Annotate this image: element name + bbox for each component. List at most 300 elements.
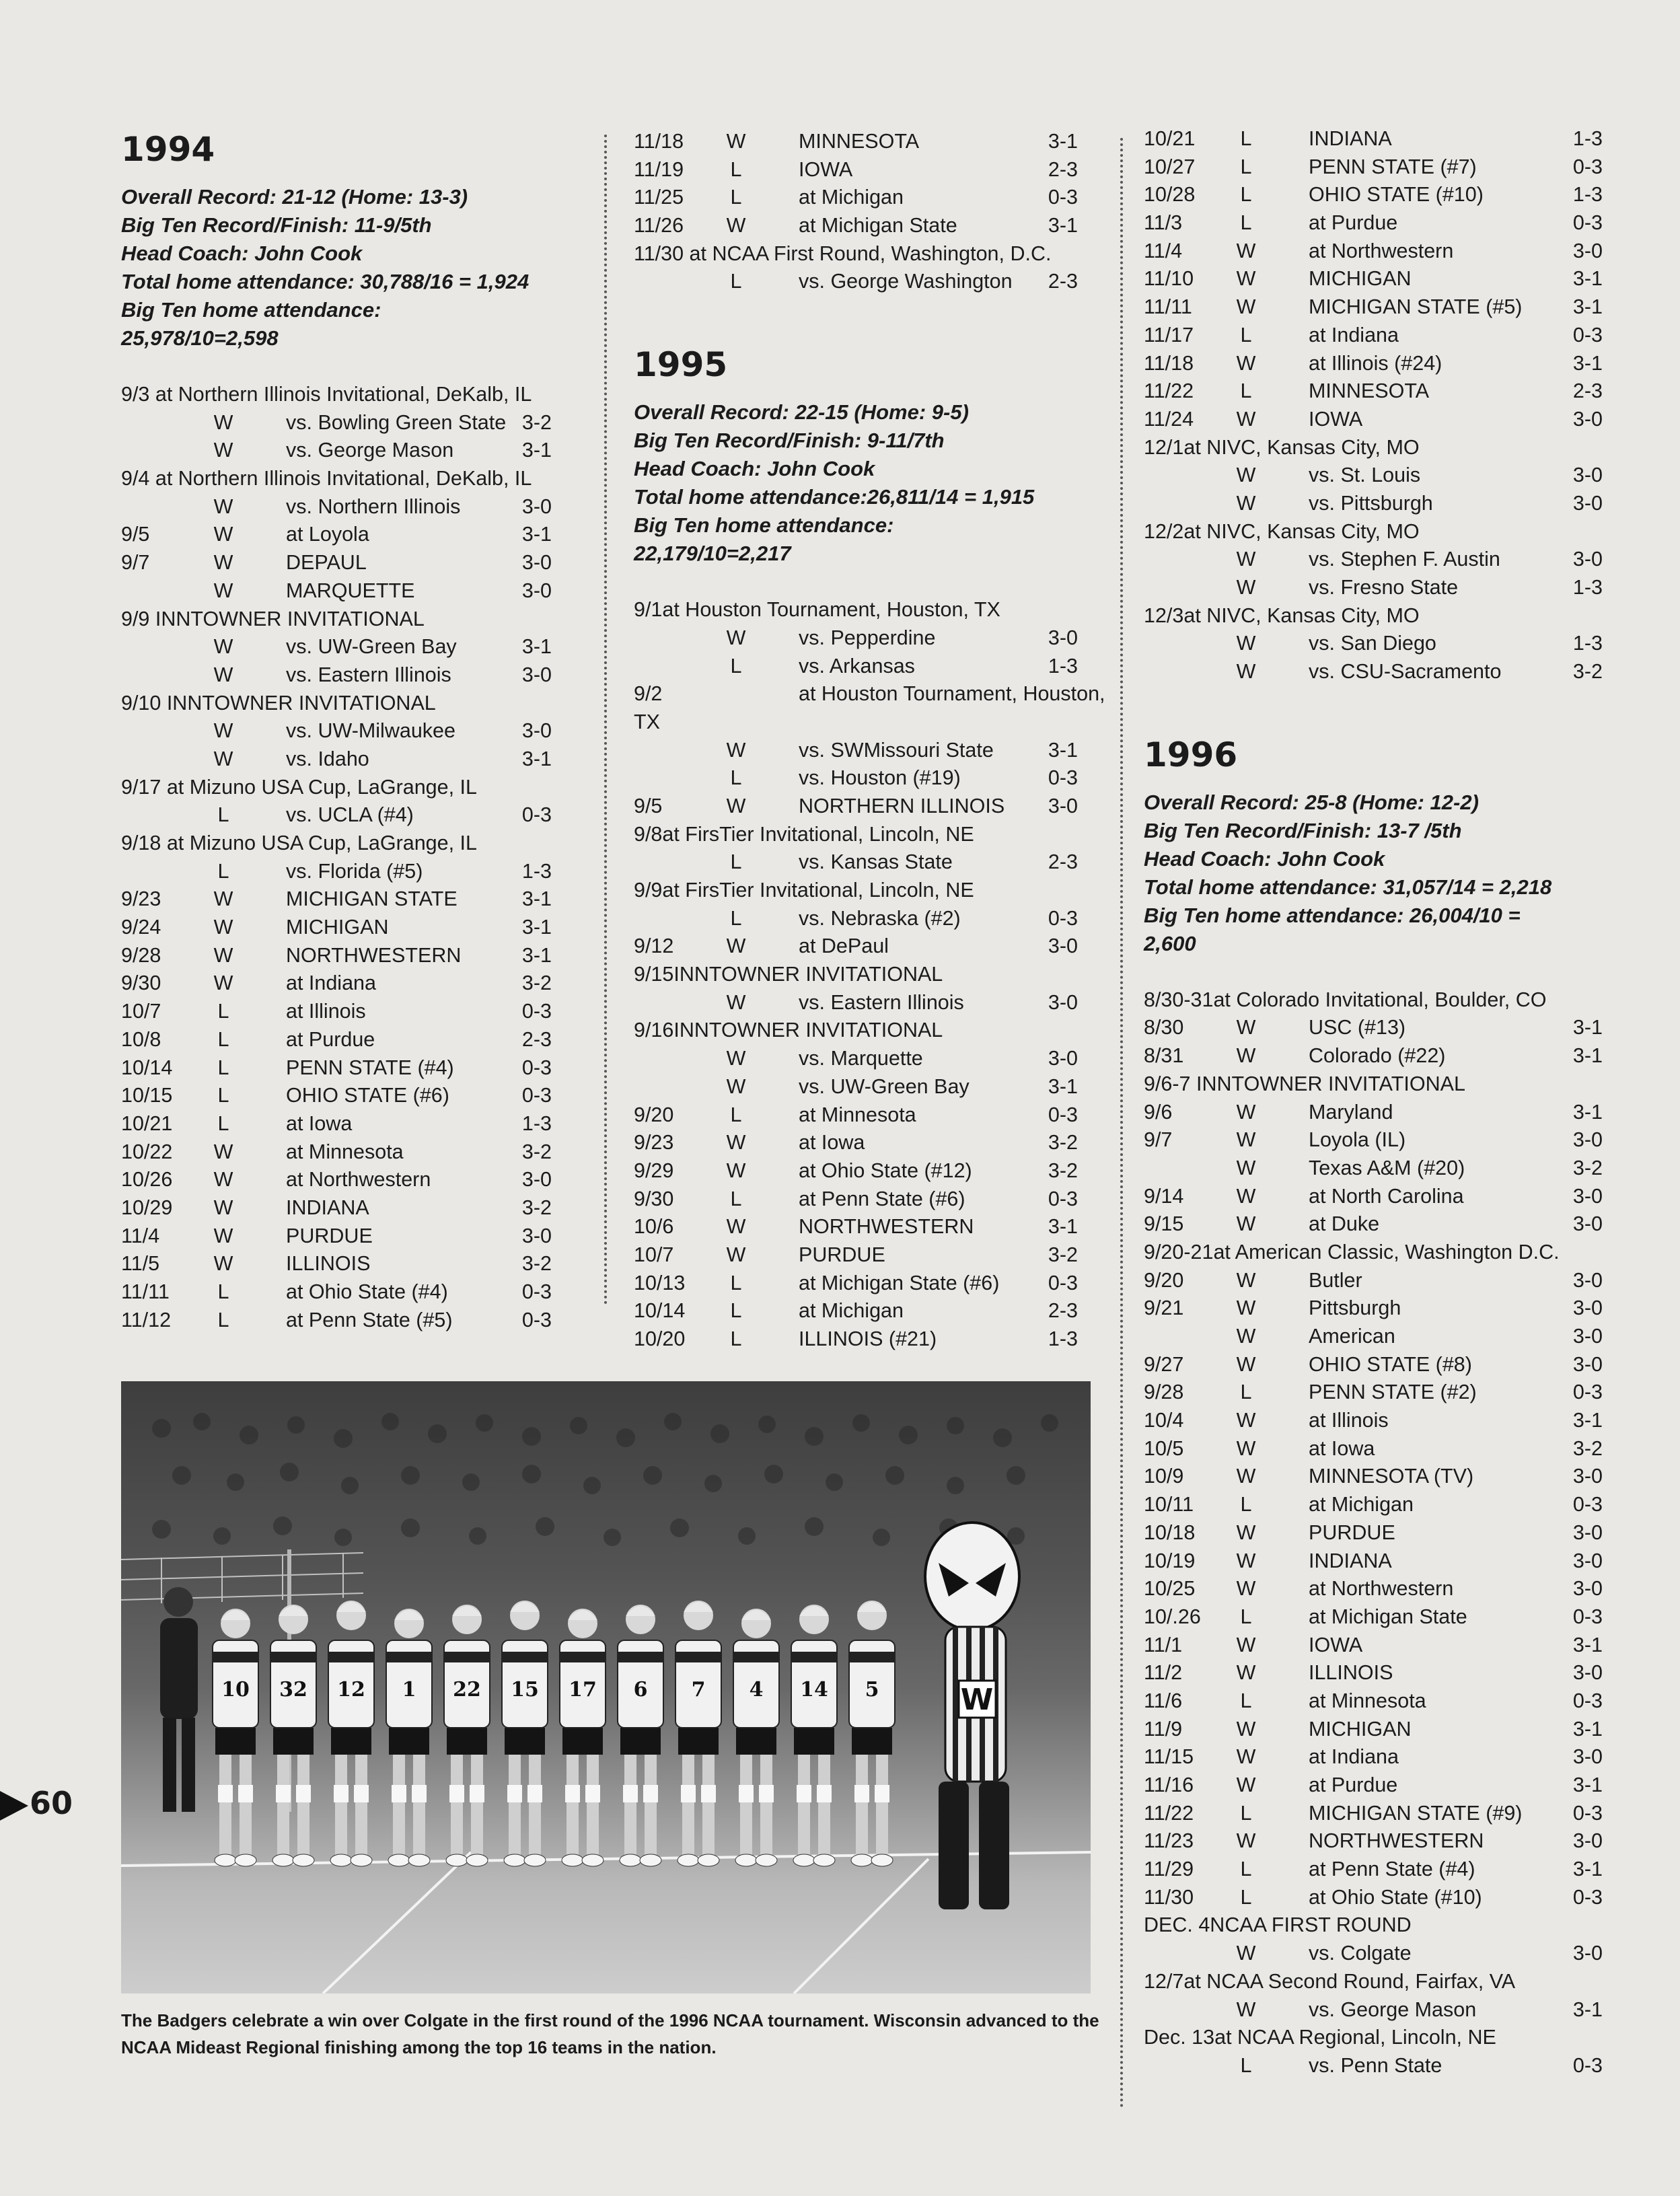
match-result: L: [1240, 323, 1252, 346]
schedule-row: [1144, 1014, 1603, 1042]
match-date: 11/22: [1144, 379, 1194, 403]
match-opponent: OHIO STATE (#10): [1309, 183, 1484, 207]
match-date: 9/27: [1144, 1352, 1184, 1376]
match-date: 11/10: [1144, 267, 1194, 291]
match-opponent: at Northwestern: [1309, 239, 1454, 262]
schedule-row: [1144, 1856, 1603, 1884]
match-score: 1-3: [1572, 183, 1603, 207]
event-header-text: 9/4 at Northern Illinois Invitational, DeKalb, IL: [121, 467, 532, 490]
match-date: 10/29: [121, 1196, 173, 1219]
match-opponent: at Michigan: [799, 186, 904, 209]
match-opponent: at Iowa: [286, 1111, 353, 1135]
big-ten-attendance-label: Big Ten home attendance:: [121, 298, 381, 322]
match-result: L: [730, 1299, 742, 1323]
schedule-event-header: [121, 606, 552, 634]
match-result: W: [213, 1140, 233, 1163]
match-opponent: PENN STATE (#2): [1309, 1381, 1477, 1404]
match-opponent: vs. Fresno State: [1309, 576, 1459, 599]
match-date: 9/23: [121, 887, 161, 911]
event-header-text: 9/20-21at American Classic, Washington D.C.: [1144, 1240, 1560, 1264]
match-result: W: [213, 719, 233, 743]
match-opponent: at Penn State (#4): [1309, 1858, 1475, 1881]
match-date: 10/4: [1144, 1409, 1184, 1432]
schedule-row: [121, 914, 552, 942]
match-date: 9/7: [121, 551, 150, 575]
schedule-row: [634, 1157, 1078, 1185]
match-opponent: vs. Nebraska (#2): [799, 906, 961, 930]
season-1994-summary: [121, 183, 552, 353]
overall-record: Overall Record: 21-12 (Home: 13-3): [121, 185, 468, 209]
match-score: 3-0: [521, 663, 552, 686]
schedule-row: [1144, 1267, 1603, 1295]
schedule-row: [121, 1082, 552, 1110]
players: [213, 1601, 895, 1866]
photo-caption: The Badgers celebrate a win over Colgate in the first round of the 1996 NCAA tournament. Wisconsin advanced to the NCAA Mideast Regional finishing among the top 16 teams in the nation.: [121, 2010, 1099, 2057]
match-opponent: at Iowa: [1309, 1436, 1375, 1460]
match-date: 10/25: [1144, 1577, 1196, 1601]
event-header-text: TX: [634, 710, 660, 733]
match-opponent: vs. Eastern Illinois: [286, 663, 451, 686]
match-result: W: [213, 663, 233, 686]
match-score: 3-1: [1572, 1100, 1603, 1124]
match-result: W: [213, 747, 233, 770]
match-score: 2-3: [1572, 379, 1603, 403]
event-header-text: 9/1at Houston Tournament, Houston, TX: [634, 598, 1000, 622]
match-score: 0-3: [1048, 186, 1078, 209]
match-opponent: USC (#13): [1309, 1016, 1406, 1039]
schedule-row: [1144, 1491, 1603, 1519]
match-result: W: [726, 990, 746, 1014]
match-score: 3-1: [521, 887, 552, 911]
schedule-row: [121, 577, 552, 606]
season-1996-summary: [1144, 789, 1603, 958]
schedule-event-header: [634, 708, 1078, 737]
schedule-row: [1144, 1687, 1603, 1716]
match-date: 11/4: [1144, 239, 1183, 262]
head-coach: Head Coach: John Cook: [634, 457, 875, 481]
match-date: 11/29: [1144, 1858, 1194, 1881]
match-result: L: [217, 1308, 229, 1331]
match-date: 9/28: [1144, 1381, 1184, 1404]
match-opponent: at Northwestern: [286, 1168, 431, 1192]
schedule-row: [1144, 1800, 1603, 1828]
match-result: W: [213, 1168, 233, 1192]
schedule-row: [634, 932, 1078, 961]
match-date: 9/30: [121, 972, 161, 995]
match-result: L: [217, 1084, 229, 1107]
schedule-row: [1144, 181, 1603, 209]
column-divider: [604, 135, 607, 1305]
match-date: 10/11: [1144, 1493, 1194, 1516]
schedule-row: [634, 1297, 1078, 1325]
schedule-event-header: [1144, 1070, 1603, 1099]
schedule-row: [121, 1054, 552, 1083]
match-result: W: [213, 551, 233, 575]
player-figure: [328, 1601, 374, 1866]
match-result: W: [1236, 1661, 1256, 1685]
schedule-row: [1144, 1042, 1603, 1070]
match-score: 0-3: [1572, 1381, 1603, 1404]
team-celebration-photo: [121, 1381, 1091, 1993]
match-score: 0-3: [521, 1056, 552, 1079]
match-date: 11/23: [1144, 1829, 1194, 1853]
match-score: 0-3: [1572, 155, 1603, 178]
big-ten-attendance-value: 25,978/10=2,598: [121, 326, 279, 350]
match-date: 8/30: [1144, 1016, 1184, 1039]
match-result: W: [1236, 239, 1256, 262]
match-result: L: [1240, 1493, 1252, 1516]
match-date: 10/6: [634, 1215, 674, 1239]
match-score: 0-3: [1572, 1885, 1603, 1909]
match-score: 1-3: [1572, 127, 1603, 150]
match-date: 9/30: [634, 1187, 674, 1210]
match-date: 10/14: [121, 1056, 173, 1079]
match-result: W: [726, 1131, 746, 1155]
schedule-row: [1144, 1575, 1603, 1603]
match-opponent: vs. Houston (#19): [799, 766, 961, 790]
match-result: L: [217, 1056, 229, 1079]
match-result: W: [1236, 1521, 1256, 1544]
schedule-row: [1144, 153, 1603, 182]
schedule-row: [121, 885, 552, 914]
schedule-row: [121, 745, 552, 774]
schedule-1996: [1144, 986, 1603, 2080]
match-opponent: vs. Bowling Green State: [286, 410, 507, 434]
match-date: 9/6: [1144, 1100, 1173, 1124]
match-opponent: ILLINOIS: [286, 1252, 371, 1276]
match-opponent: vs. Eastern Illinois: [799, 990, 964, 1014]
schedule-row: [121, 661, 552, 690]
match-date: 10/8: [121, 1027, 161, 1051]
match-date: 11/15: [1144, 1745, 1194, 1769]
match-result: W: [726, 214, 746, 237]
match-score: 3-2: [1048, 1131, 1078, 1155]
schedule-row: [121, 493, 552, 521]
match-date: 11/18: [634, 130, 684, 153]
schedule-1994-continued: [634, 128, 1078, 296]
schedule-row: [634, 764, 1078, 793]
match-opponent: at Indiana: [286, 972, 376, 995]
match-result: L: [217, 1280, 229, 1303]
match-opponent: at Michigan: [799, 1299, 904, 1323]
match-opponent: vs. Colgate: [1309, 1942, 1412, 1965]
match-date: 11/24: [1144, 407, 1194, 431]
match-result: L: [1240, 1801, 1252, 1825]
match-opponent: PENN STATE (#7): [1309, 155, 1477, 178]
schedule-event-header: [121, 774, 552, 802]
match-date: 10/22: [121, 1140, 173, 1163]
match-score: 3-0: [1048, 990, 1078, 1014]
player-figure: [618, 1605, 663, 1866]
match-score: 3-1: [1048, 1074, 1078, 1098]
match-score: 2-3: [521, 1027, 552, 1051]
match-date: 11/22: [1144, 1801, 1194, 1825]
match-score: 3-0: [1572, 1465, 1603, 1488]
schedule-row: [1144, 1126, 1603, 1155]
player-figure: [675, 1601, 721, 1866]
match-result: W: [726, 738, 746, 762]
match-opponent: Colorado (#22): [1309, 1044, 1446, 1068]
match-opponent: at Iowa: [799, 1131, 865, 1155]
schedule-event-header: [634, 596, 1078, 624]
match-opponent: vs. San Diego: [1309, 632, 1436, 655]
match-result: W: [213, 887, 233, 911]
match-date: 10/19: [1144, 1549, 1196, 1572]
schedule-row: [1144, 209, 1603, 237]
match-opponent: MICHIGAN: [1309, 267, 1412, 291]
match-result: W: [726, 1159, 746, 1182]
event-header-text: 9/16INNTOWNER INVITATIONAL: [634, 1019, 943, 1042]
match-result: W: [1236, 1016, 1256, 1039]
schedule-row: [1144, 1323, 1603, 1351]
player-figure: [270, 1605, 316, 1866]
match-result: L: [730, 1103, 742, 1126]
match-score: 3-2: [521, 1196, 552, 1219]
match-date: 10/7: [634, 1243, 674, 1266]
match-opponent: at Northwestern: [1309, 1577, 1454, 1601]
schedule-event-header: [634, 240, 1078, 268]
schedule-row: [634, 1241, 1078, 1270]
match-score: 3-2: [521, 1140, 552, 1163]
crowd: [152, 1413, 1058, 1546]
match-score: 3-1: [521, 439, 552, 462]
event-header-text: 12/7at NCAA Second Round, Fairfax, VA: [1144, 1969, 1516, 1993]
match-score: 1-3: [1048, 1327, 1078, 1350]
page-number-text: 60: [30, 1785, 73, 1821]
match-result: W: [1236, 1465, 1256, 1488]
match-opponent: IOWA: [1309, 1633, 1363, 1656]
schedule-row: [1144, 322, 1603, 350]
match-score: 0-3: [1572, 1689, 1603, 1712]
match-date: 11/11: [1144, 295, 1192, 319]
match-score: 1-3: [1048, 654, 1078, 678]
match-result: W: [726, 935, 746, 958]
match-score: 3-0: [521, 719, 552, 743]
match-date: 10/20: [634, 1327, 686, 1350]
match-opponent: at Michigan State: [799, 214, 957, 237]
match-result: L: [1240, 211, 1252, 235]
match-date: 11/3: [1144, 211, 1183, 235]
schedule-row: [121, 1194, 552, 1222]
match-date: 11/25: [634, 186, 684, 209]
schedule-row: [1144, 1351, 1603, 1379]
schedule-row: [634, 1073, 1078, 1101]
match-score: 3-0: [1572, 1296, 1603, 1320]
match-score: 3-1: [1572, 1998, 1603, 2021]
match-opponent: PENN STATE (#4): [286, 1056, 454, 1079]
schedule-row: [1144, 1547, 1603, 1576]
match-result: L: [1240, 1381, 1252, 1404]
match-opponent: PURDUE: [286, 1224, 373, 1247]
match-score: 2-3: [1048, 850, 1078, 874]
match-opponent: INDIANA: [286, 1196, 369, 1219]
match-date: 10/7: [121, 1000, 161, 1023]
match-opponent: MINNESOTA: [799, 130, 920, 153]
match-result: L: [1240, 1885, 1252, 1909]
schedule-row: [1144, 1155, 1603, 1183]
schedule-row: [121, 1166, 552, 1194]
schedule-row: [634, 1045, 1078, 1073]
schedule-row: [1144, 377, 1603, 406]
match-score: 3-1: [521, 523, 552, 546]
match-date: 9/20: [1144, 1268, 1184, 1292]
big-ten-attendance-label: Big Ten home attendance: 26,004/10 =: [1144, 903, 1521, 927]
match-result: L: [730, 270, 742, 293]
match-opponent: MINNESOTA (TV): [1309, 1465, 1474, 1488]
match-score: 0-3: [521, 1280, 552, 1303]
schedule-row: [1144, 1659, 1603, 1687]
match-opponent: INDIANA: [1309, 1549, 1392, 1572]
match-score: 0-3: [1048, 1103, 1078, 1126]
coach-figure: [160, 1587, 198, 1812]
match-date: 10/26: [121, 1168, 173, 1192]
match-score: 3-0: [1572, 464, 1603, 487]
match-date: 10/27: [1144, 155, 1196, 178]
head-coach: Head Coach: John Cook: [121, 242, 363, 265]
home-attendance: Total home attendance: 31,057/14 = 2,218: [1144, 875, 1552, 899]
match-result: W: [213, 635, 233, 659]
schedule-row: [121, 549, 552, 577]
match-result: L: [217, 859, 229, 883]
overall-record: Overall Record: 25-8 (Home: 12-2): [1144, 790, 1479, 814]
match-opponent: INDIANA: [1309, 127, 1392, 150]
match-score: 0-3: [1048, 1271, 1078, 1294]
match-score: 3-0: [1572, 407, 1603, 431]
schedule-row: [634, 848, 1078, 877]
match-opponent: vs. UCLA (#4): [286, 803, 414, 827]
big-ten-record: Big Ten Record/Finish: 9-11/7th: [634, 429, 945, 453]
match-score: 3-0: [1572, 1521, 1603, 1544]
match-result: W: [213, 410, 233, 434]
match-result: W: [726, 130, 746, 153]
match-result: W: [1236, 267, 1256, 291]
match-score: 3-1: [1048, 214, 1078, 237]
match-result: L: [730, 654, 742, 678]
match-result: L: [730, 766, 742, 790]
event-header-text: 12/3at NIVC, Kansas City, MO: [1144, 603, 1420, 627]
match-date: 11/11: [121, 1280, 170, 1303]
match-score: 0-3: [1048, 1187, 1078, 1210]
match-score: 3-2: [1048, 1159, 1078, 1182]
match-result: W: [726, 1074, 746, 1098]
match-date: 9/5: [634, 794, 663, 817]
match-date: 9/14: [1144, 1184, 1184, 1208]
mascot-letter: W: [960, 1683, 994, 1717]
match-score: 3-1: [1048, 130, 1078, 153]
match-date: 11/19: [634, 157, 684, 181]
match-result: W: [213, 579, 233, 602]
match-result: W: [1236, 1352, 1256, 1376]
match-score: 3-1: [521, 635, 552, 659]
match-opponent: IOWA: [799, 157, 853, 181]
match-opponent: at Penn State (#6): [799, 1187, 965, 1210]
jersey-number: 32: [279, 1678, 307, 1701]
schedule-row: [121, 1278, 552, 1307]
match-score: 1-3: [1572, 576, 1603, 599]
match-result: W: [1236, 1184, 1256, 1208]
schedule-row: [1144, 1407, 1603, 1435]
schedule-row: [1144, 293, 1603, 322]
match-result: W: [1236, 1829, 1256, 1853]
match-score: 3-0: [1572, 1268, 1603, 1292]
match-date: 9/7: [1144, 1128, 1173, 1152]
match-result: W: [213, 495, 233, 518]
player-figure: [791, 1605, 837, 1866]
match-result: L: [1240, 379, 1252, 403]
match-score: 3-0: [1572, 1128, 1603, 1152]
match-score: 0-3: [1572, 211, 1603, 235]
match-result: W: [213, 972, 233, 995]
page-arrow-icon: [0, 1791, 28, 1821]
match-result: W: [1236, 1409, 1256, 1432]
match-result: L: [217, 1111, 229, 1135]
match-score: 0-3: [1048, 766, 1078, 790]
schedule-row: [121, 1026, 552, 1054]
schedule-row: [1144, 237, 1603, 266]
match-opponent: vs. SWMissouri State: [799, 738, 994, 762]
match-score: 3-0: [521, 551, 552, 575]
jersey-number: 15: [511, 1678, 539, 1701]
match-result: W: [1236, 1436, 1256, 1460]
schedule-row: [1144, 1463, 1603, 1491]
jersey-number: 17: [569, 1678, 597, 1701]
match-opponent: at Penn State (#5): [286, 1308, 453, 1331]
season-1995-year: 1995: [634, 345, 728, 385]
match-opponent: OHIO STATE (#8): [1309, 1352, 1472, 1376]
match-opponent: at Minnesota: [799, 1103, 916, 1126]
schedule-row: [1144, 462, 1603, 490]
schedule-row: [1144, 1183, 1603, 1211]
big-ten-attendance-label: Big Ten home attendance:: [634, 513, 894, 538]
match-score: 3-1: [1572, 1773, 1603, 1796]
match-opponent: vs. George Washington: [799, 270, 1013, 293]
match-result: L: [217, 803, 229, 827]
match-result: W: [1236, 1549, 1256, 1572]
schedule-row: [1144, 546, 1603, 574]
match-date: 10/21: [1144, 127, 1196, 150]
match-score: 0-3: [1572, 1801, 1603, 1825]
match-opponent: vs. George Mason: [1309, 1998, 1477, 2021]
match-opponent: at Illinois: [286, 1000, 366, 1023]
match-opponent: vs. UW-Green Bay: [286, 635, 457, 659]
match-result: W: [726, 1243, 746, 1266]
schedule-row: [634, 1185, 1078, 1214]
match-date: 11/5: [121, 1252, 160, 1276]
match-result: W: [1236, 1745, 1256, 1769]
head-coach: Head Coach: John Cook: [1144, 846, 1385, 871]
schedule-event-header: [1144, 1911, 1603, 1940]
match-result: L: [730, 850, 742, 874]
match-score: 3-0: [521, 579, 552, 602]
match-score: 3-0: [1572, 491, 1603, 515]
schedule-event-header: [121, 690, 552, 718]
match-opponent: DEPAUL: [286, 551, 367, 575]
match-result: L: [1240, 1858, 1252, 1881]
schedule-1995-continued: [1144, 125, 1603, 686]
match-score: 3-2: [1048, 1243, 1078, 1266]
match-score: 3-0: [1048, 935, 1078, 958]
schedule-row: [1144, 1435, 1603, 1463]
match-result: L: [730, 186, 742, 209]
match-opponent: at Michigan State (#6): [799, 1271, 1000, 1294]
match-result: W: [1236, 1633, 1256, 1656]
home-attendance: Total home attendance: 30,788/16 = 1,924: [121, 270, 529, 293]
match-score: 3-0: [521, 1168, 552, 1192]
match-opponent: at Minnesota: [286, 1140, 404, 1163]
match-opponent: at Michigan State: [1309, 1605, 1467, 1628]
match-opponent: at Ohio State (#12): [799, 1159, 972, 1182]
match-result: L: [217, 1000, 229, 1023]
